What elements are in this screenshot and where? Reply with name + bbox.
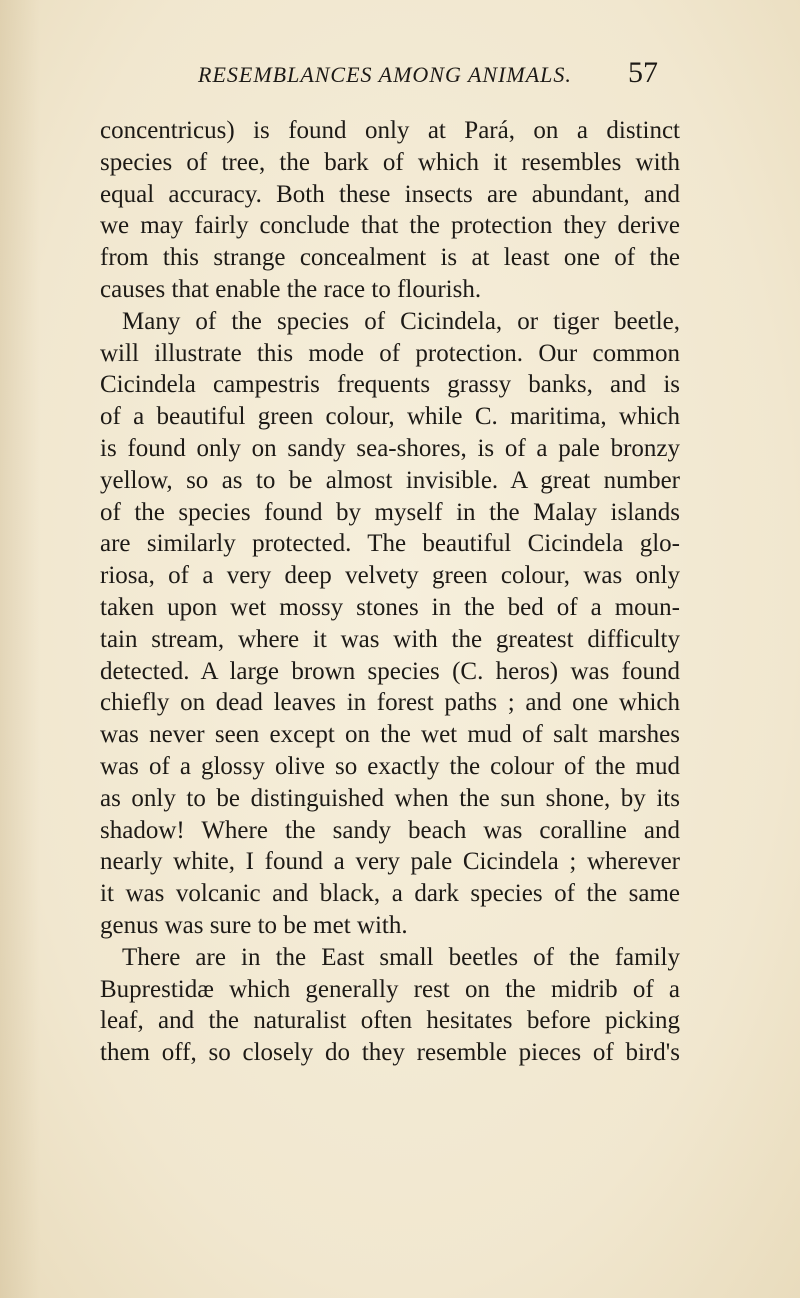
text-line: Many of the species of Cicindela, or tiger beetle, bbox=[122, 307, 680, 335]
text-line: leaf, and the naturalist often hesitates before picking bbox=[100, 1007, 680, 1035]
text-line: will illustrate this mode of protection. Our common bbox=[100, 339, 680, 367]
text-line: There are in the East small beetles of the family bbox=[122, 943, 680, 971]
text-line: of the species found by myself in the Malay islands bbox=[100, 498, 680, 526]
text-line: chiefly on dead leaves in forest paths ; and one which bbox=[100, 689, 680, 717]
page-number: 57 bbox=[628, 56, 658, 89]
text-line: of a beautiful green colour, while C. maritima, which bbox=[100, 403, 680, 431]
text-line: shadow! Where the sandy beach was coralline and bbox=[100, 816, 680, 844]
text-line: are similarly protected. The beautiful Cicindela glo- bbox=[100, 530, 680, 558]
text-line: taken upon wet mossy stones in the bed of a moun- bbox=[100, 593, 680, 621]
paragraph-2 bbox=[100, 306, 680, 942]
text-line: it was volcanic and black, a dark species of the same bbox=[100, 880, 680, 908]
text-line: Buprestidæ which generally rest on the midrib of a bbox=[100, 975, 680, 1003]
text-line: tain stream, where it was with the greatest difficulty bbox=[100, 625, 680, 653]
text-line: detected. A large brown species (C. heros) was found bbox=[100, 657, 680, 685]
paragraph-1 bbox=[100, 115, 680, 306]
text-line: causes that enable the race to flourish. bbox=[100, 275, 482, 303]
text-line: genus was sure to be met with. bbox=[100, 911, 408, 939]
running-head: RESEMBLANCES AMONG ANIMALS. bbox=[198, 62, 572, 87]
body-text bbox=[100, 115, 680, 1069]
page-header bbox=[0, 56, 800, 102]
text-line: we may fairly conclude that the protection they derive bbox=[100, 212, 680, 240]
text-line: equal accuracy. Both these insects are abundant, and bbox=[100, 180, 680, 208]
text-line: as only to be distinguished when the sun shone, by its bbox=[100, 784, 680, 812]
text-line: yellow, so as to be almost invisible. A great number bbox=[100, 466, 680, 494]
text-line: species of tree, the bark of which it resembles with bbox=[100, 148, 680, 176]
text-line: Cicindela campestris frequents grassy banks, and is bbox=[100, 371, 680, 399]
text-line: was of a glossy olive so exactly the colour of the mud bbox=[100, 752, 680, 780]
text-line: nearly white, I found a very pale Cicindela ; wherever bbox=[100, 848, 680, 876]
paragraph-3 bbox=[100, 942, 680, 1069]
text-line: riosa, of a very deep velvety green colour, was only bbox=[100, 562, 680, 590]
binding-shadow bbox=[0, 0, 40, 1298]
text-line: them off, so closely do they resemble pieces of bird's bbox=[100, 1039, 680, 1067]
text-line: was never seen except on the wet mud of salt marshes bbox=[100, 721, 680, 749]
text-line: concentricus) is found only at Pará, on a distinct bbox=[100, 117, 680, 144]
text-line: is found only on sandy sea-shores, is of a pale bronzy bbox=[100, 434, 680, 462]
text-line: from this strange concealment is at least one of the bbox=[100, 244, 680, 272]
